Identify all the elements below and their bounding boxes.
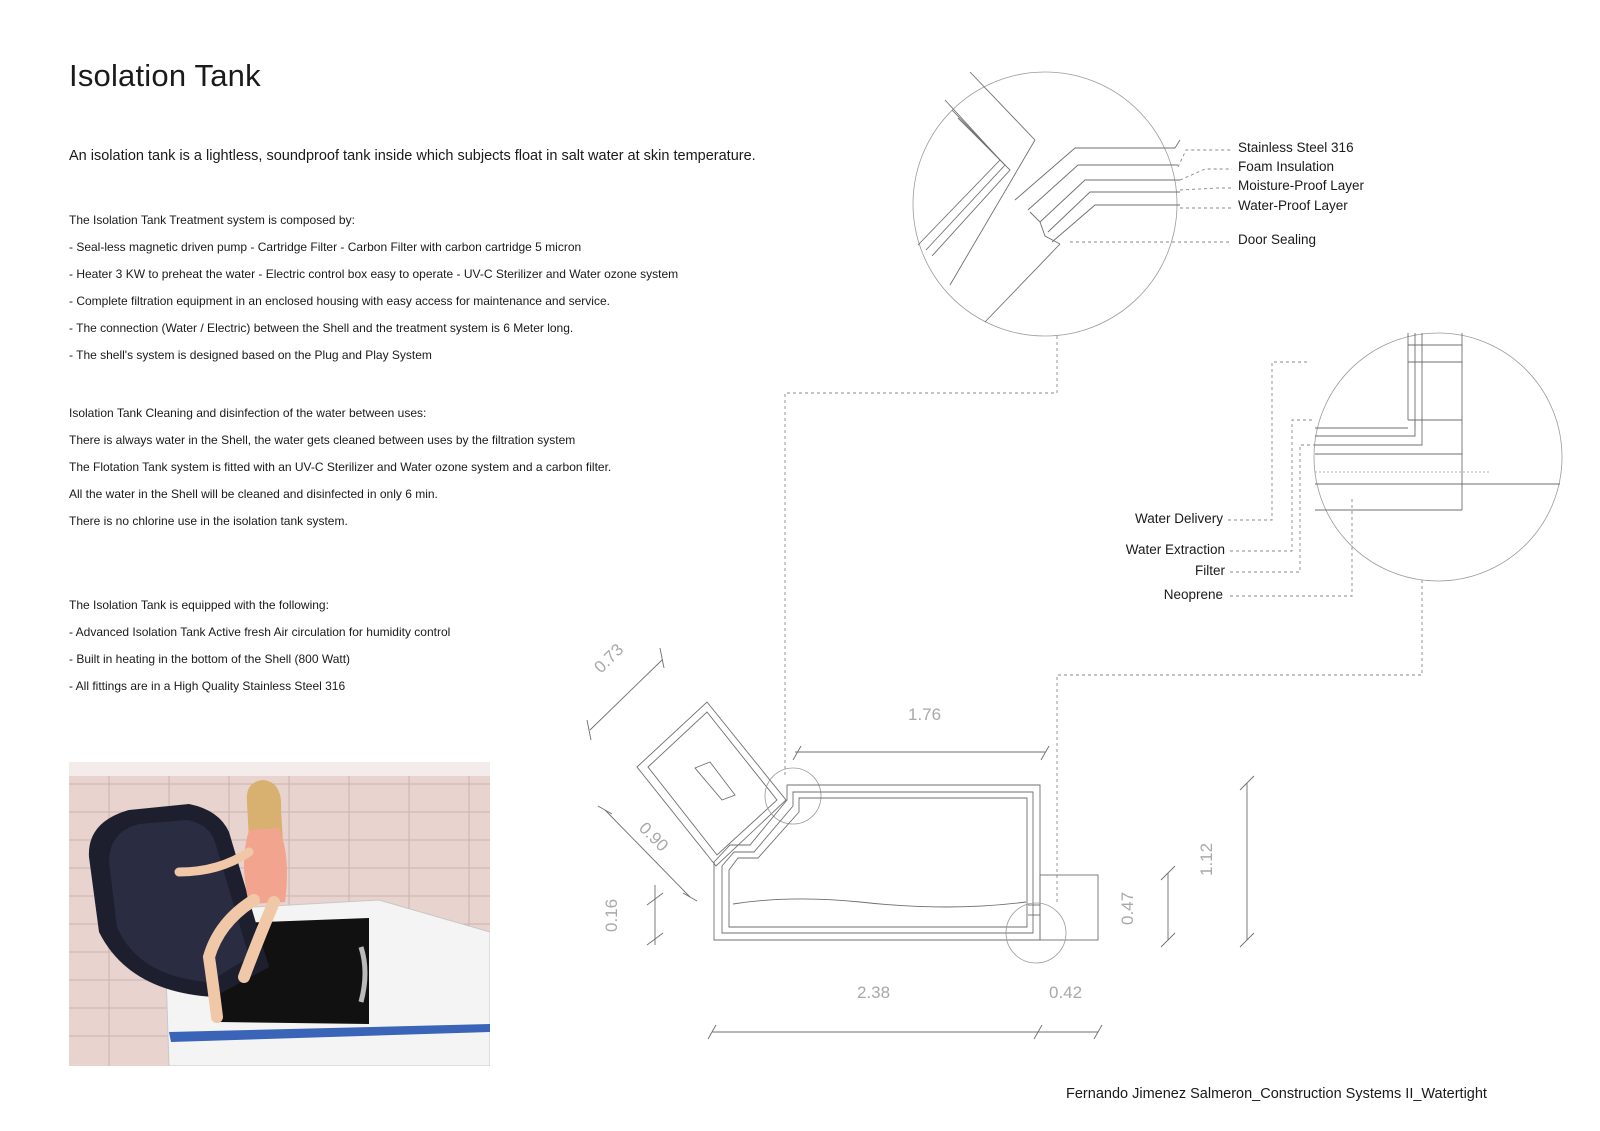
dim-total-height: 1.12 [1197,842,1216,876]
dim-lid-width: 0.73 [590,639,628,677]
list-item: There is no chlorine use in the isolation tank system. [69,514,348,528]
callout-water-extraction: Water Extraction [1125,542,1225,557]
list-item: All the water in the Shell will be cleaned and disinfected in only 6 min. [69,487,438,501]
callout-neoprene: Neoprene [1163,587,1223,602]
dim-bottom-length: 2.38 [857,983,891,1002]
callout-door-sealing: Door Sealing [1238,232,1317,247]
page-title: Isolation Tank [69,58,261,93]
dim-outlet-height: 0.47 [1118,891,1137,925]
block-heading: Isolation Tank Cleaning and disinfection of the water between uses: [69,406,427,420]
list-item: - The connection (Water / Electric) between the Shell and the treatment system is 6 Meter long. [69,321,574,335]
callout-moisture-proof: Moisture-Proof Layer [1238,178,1365,193]
callout-water-delivery: Water Delivery [1134,511,1223,526]
dim-top-length: 1.76 [908,705,942,724]
callout-filter: Filter [1195,563,1225,578]
top-leaders [785,150,1232,775]
dim-left-step: 0.16 [602,898,621,932]
callout-foam-insulation: Foam Insulation [1238,159,1335,174]
list-item: There is always water in the Shell, the water gets cleaned between uses by the filtration system [69,433,576,447]
list-item: - Seal-less magnetic driven pump - Cartridge Filter - Carbon Filter with carbon cartridge 5 micron [69,240,582,254]
list-item: The Flotation Tank system is fitted with an UV-C Sterilizer and Water ozone system and a carbon filter. [69,460,612,474]
bottom-detail-circle [1314,333,1562,581]
list-item: - Built in heating in the bottom of the Shell (800 Watt) [69,652,351,666]
block-heading: The Isolation Tank Treatment system is composed by: [69,213,355,227]
list-item: - Complete filtration equipment in an enclosed housing with easy access for maintenance and service. [69,294,610,308]
list-item: - Advanced Isolation Tank Active fresh Air circulation for humidity control [69,625,451,639]
tank-section [637,702,1098,963]
list-item: - The shell's system is designed based on the Plug and Play System [69,348,432,362]
list-item: - Heater 3 KW to preheat the water - Electric control box easy to operate - UV-C Sterilizer and Water ozone system [69,267,679,281]
callout-water-proof: Water-Proof Layer [1238,198,1348,213]
credit-line: Fernando Jimenez Salmeron_Construction Systems II_Watertight [1066,1086,1487,1102]
top-detail-circle [913,72,1180,336]
block-heading: The Isolation Tank is equipped with the following: [69,598,329,612]
intro-text: An isolation tank is a lightless, soundproof tank inside which subjects float in salt water at skin temperature. [69,148,756,164]
callout-stainless-steel: Stainless Steel 316 [1238,140,1354,155]
bottom-leaders [1057,362,1422,905]
list-item: - All fittings are in a High Quality Stainless Steel 316 [69,679,346,693]
dim-lid-length: 0.90 [635,818,673,856]
dim-outlet-width: 0.42 [1049,983,1083,1002]
